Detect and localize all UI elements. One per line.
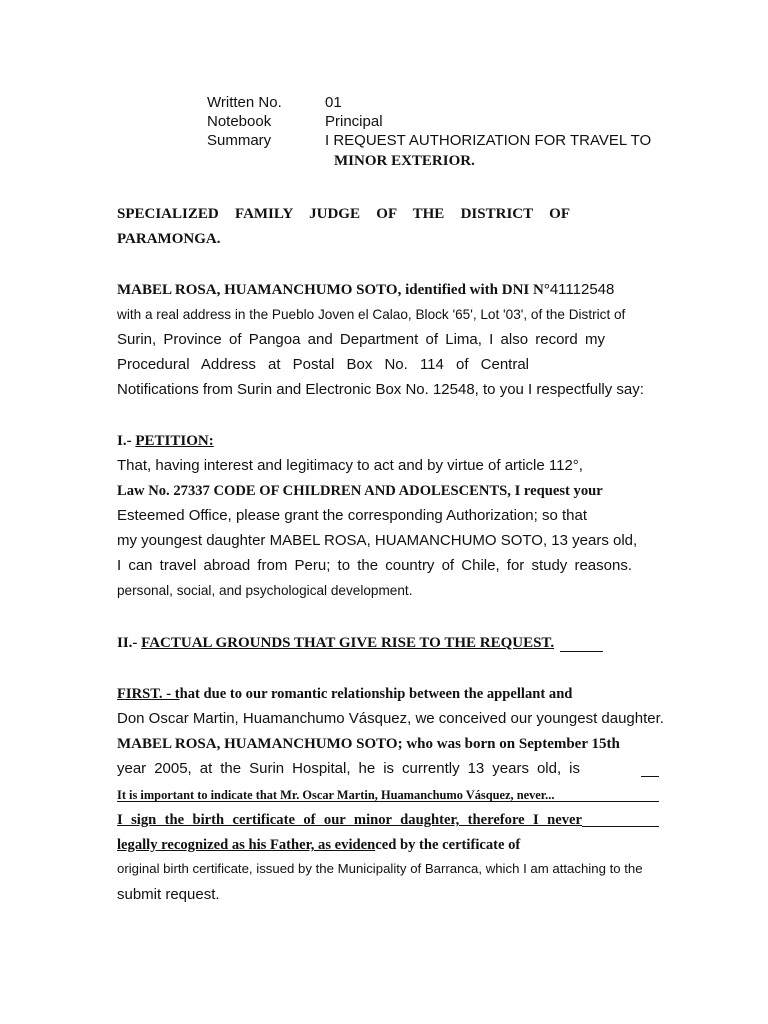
intro-line-5: Notifications from Surin and Electronic Box No. 12548, to you I respectfully say:	[117, 381, 644, 398]
first-line-7-underlined: legally recognized as his Father, as eviden	[117, 837, 376, 853]
intro-line-4: Procedural Address at Postal Box No. 114 of Central	[117, 356, 529, 373]
grounds-heading-rule	[560, 651, 603, 652]
summary-label: Summary	[207, 132, 272, 149]
petition-heading	[117, 432, 214, 450]
intro-dni: 41112548	[549, 281, 615, 298]
petition-heading-num: I.-	[117, 433, 136, 449]
first-line-7	[117, 836, 520, 854]
addressee-line-1: SPECIALIZED FAMILY JUDGE OF THE DISTRICT OF	[117, 206, 570, 222]
first-line-4-rule	[641, 776, 659, 777]
summary-value-cont: MINOR EXTERIOR.	[334, 153, 475, 169]
intro-name: MABEL ROSA, HUAMANCHUMO SOTO, identified with DNI N°	[117, 282, 550, 298]
intro-line-3: Surin, Province of Pangoa and Department of Lima, I also record my	[117, 331, 605, 348]
first-line-4: year 2005, at the Surin Hospital, he is currently 13 years old, is	[117, 760, 580, 777]
first-line-5-rule	[117, 801, 659, 802]
grounds-heading	[117, 634, 554, 652]
first-line-8: original birth certificate, issued by the Municipality of Barranca, which I am attaching to the	[117, 861, 643, 876]
notebook-label: Notebook	[207, 113, 272, 130]
petition-heading-title: PETITION:	[135, 433, 214, 449]
grounds-heading-title: FACTUAL GROUNDS THAT GIVE RISE TO THE REQUEST.	[141, 635, 555, 651]
first-line-7-rest: ced by the certificate of	[375, 837, 521, 853]
petition-line-6: personal, social, and psychological development.	[117, 583, 413, 598]
notebook-value: Principal	[325, 113, 383, 130]
first-label: FIRST. - t	[117, 686, 180, 702]
written-label: Written No.	[207, 94, 282, 111]
first-line-6: I sign the birth certificate of our minor daughter, therefore I never	[117, 812, 582, 828]
intro-line-2: with a real address in the Pueblo Joven el Calao, Block '65', Lot '03', of the District of	[117, 307, 626, 322]
intro-line-1	[117, 281, 614, 299]
written-value: 01	[325, 94, 342, 111]
first-line-9: submit request.	[117, 886, 220, 903]
petition-line-1: That, having interest and legitimacy to act and by virtue of article 112°,	[117, 457, 583, 474]
first-line-3: MABEL ROSA, HUAMANCHUMO SOTO; who was born on September 15th	[117, 736, 620, 752]
petition-line-4: my youngest daughter MABEL ROSA, HUAMANCHUMO SOTO, 13 years old,	[117, 532, 638, 549]
petition-line-3: Esteemed Office, please grant the corresponding Authorization; so that	[117, 507, 588, 524]
petition-line-2: Law No. 27337 CODE OF CHILDREN AND ADOLESCENTS, I request your	[117, 483, 603, 499]
grounds-heading-num: II.-	[117, 635, 142, 651]
addressee-line-2: PARAMONGA.	[117, 231, 221, 247]
petition-line-5: I can travel abroad from Peru; to the country of Chile, for study reasons.	[117, 557, 632, 574]
first-line-2: Don Oscar Martin, Huamanchumo Vásquez, we conceived our youngest daughter.	[117, 710, 664, 727]
first-rest: hat due to our romantic relationship between the appellant and	[179, 686, 573, 702]
first-line-5: It is important to indicate that Mr. Oscar Martin, Huamanchumo Vásquez, never...	[117, 788, 555, 802]
first-line-6-rule	[582, 826, 659, 827]
first-line-1	[117, 685, 572, 703]
summary-value: I REQUEST AUTHORIZATION FOR TRAVEL TO	[325, 132, 652, 149]
